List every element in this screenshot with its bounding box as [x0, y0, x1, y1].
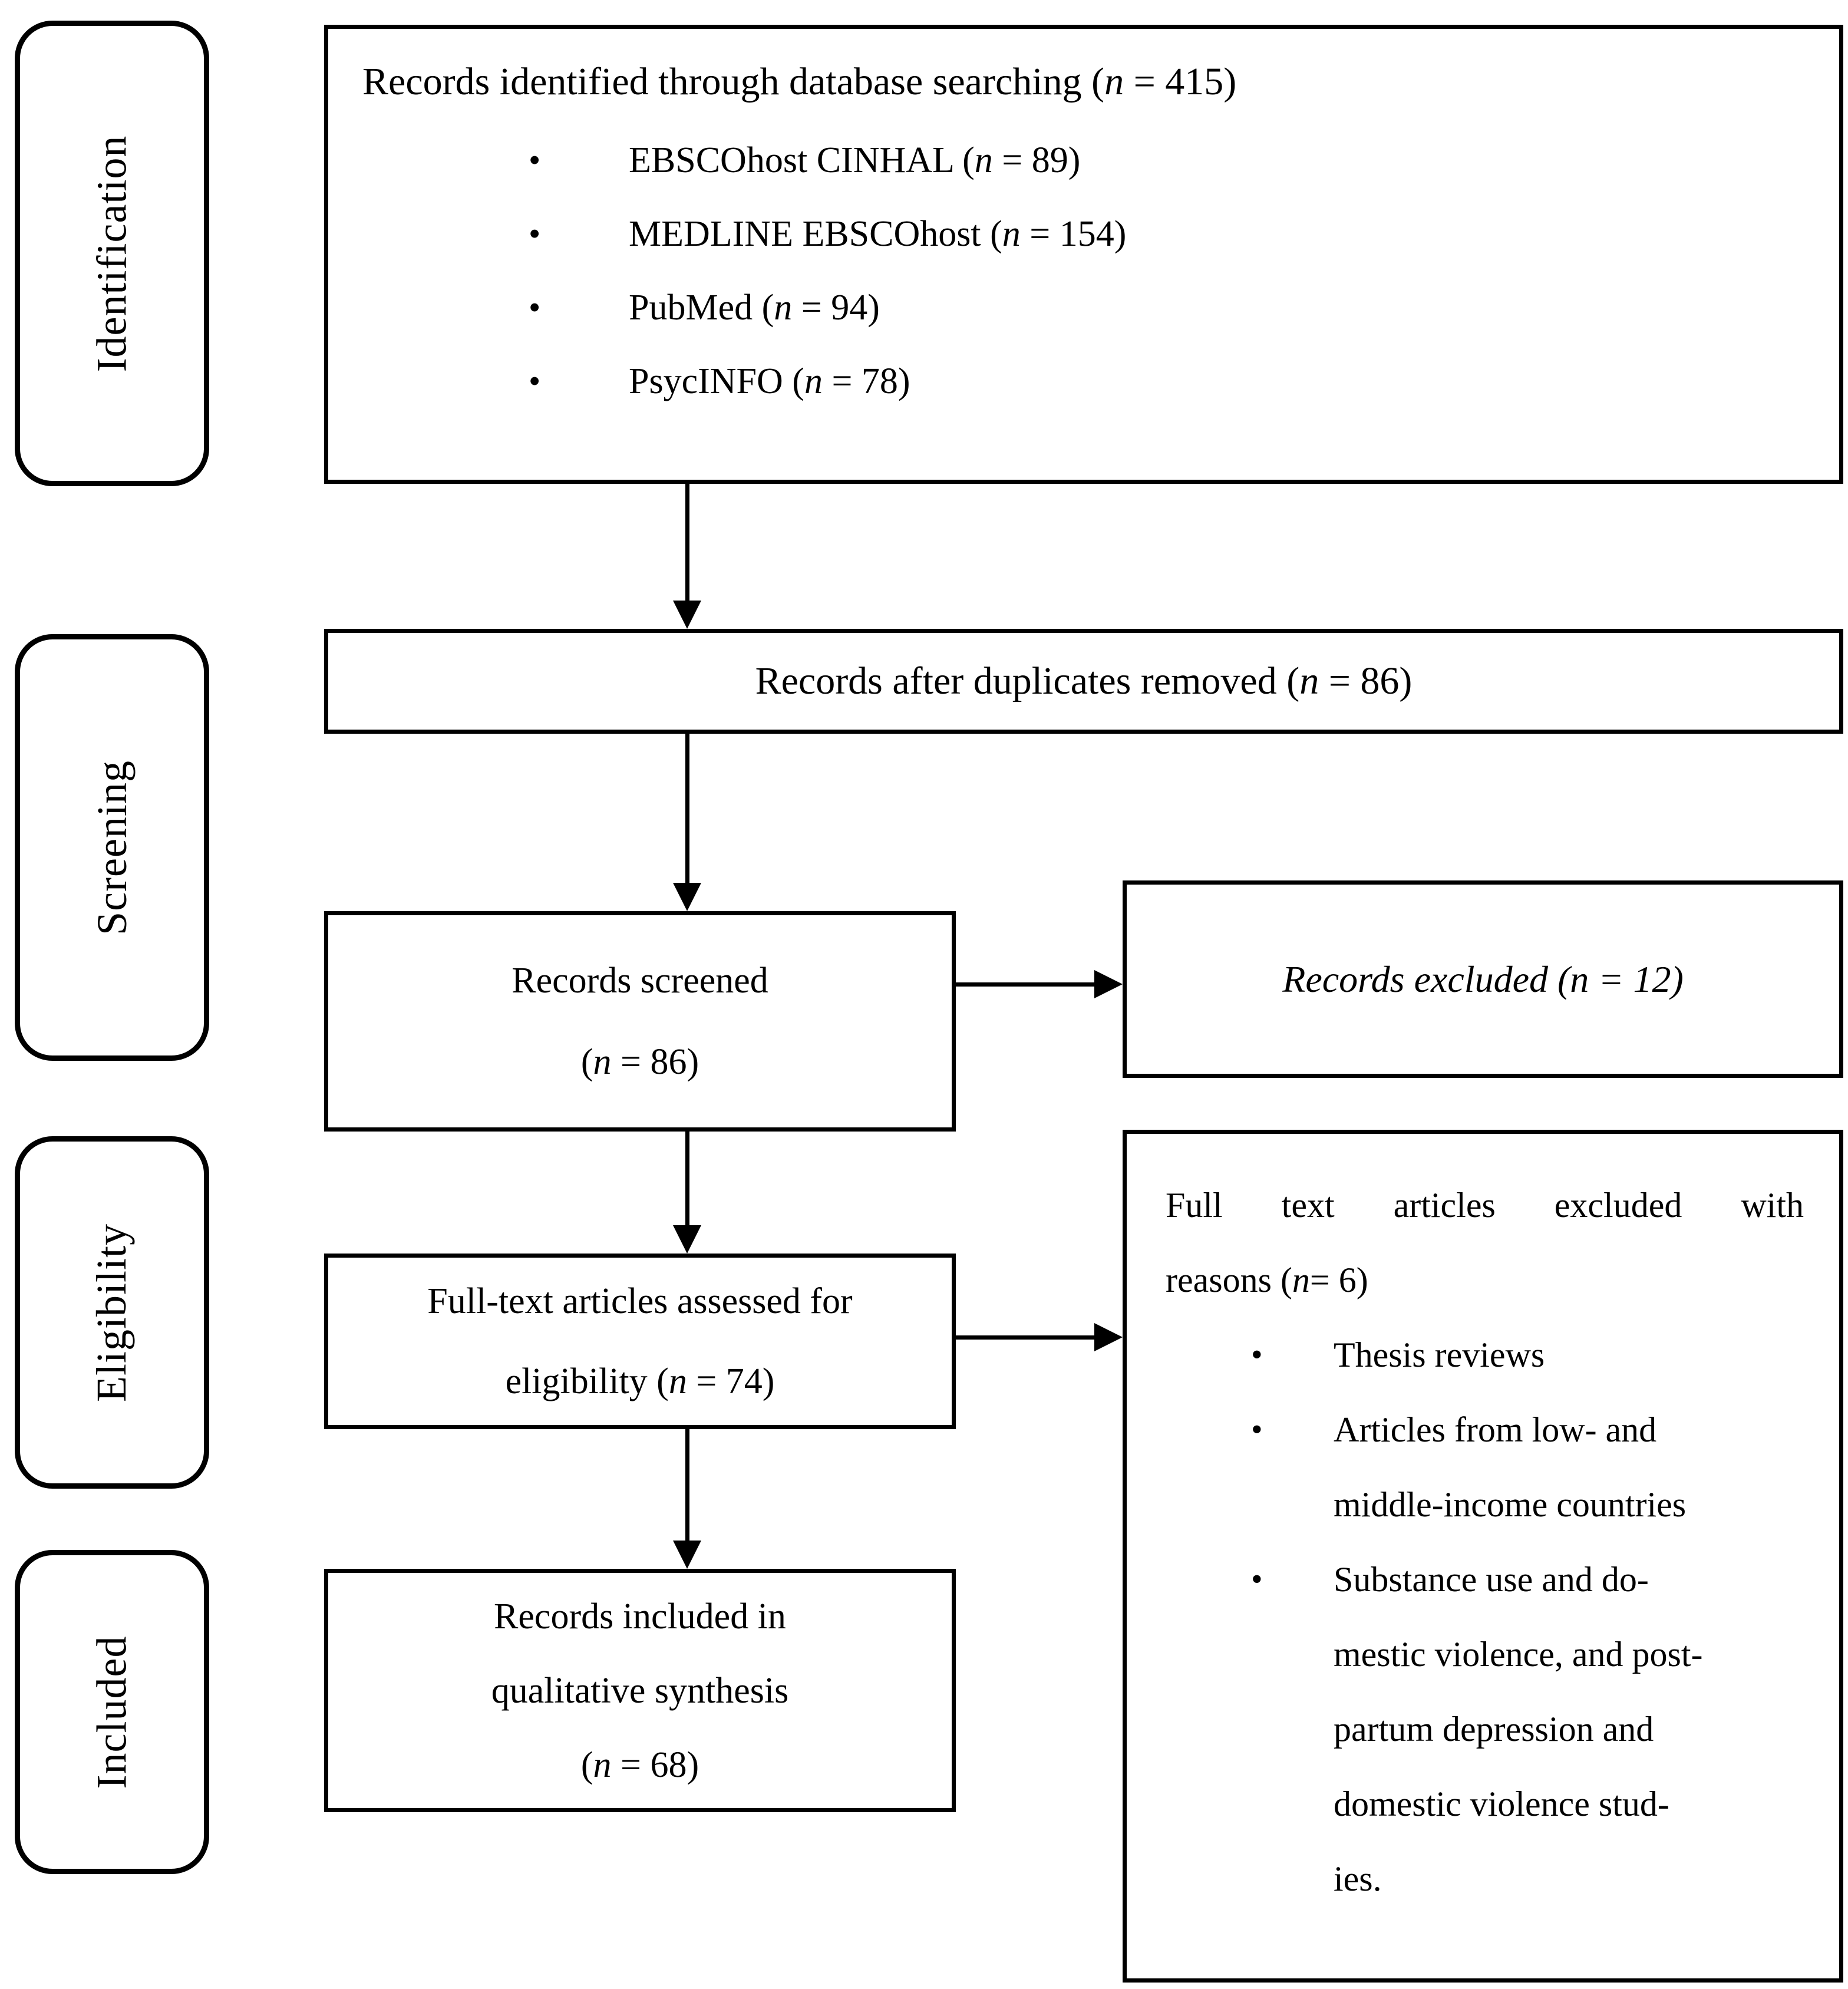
exclusion-reason-text [1334, 1542, 1804, 1917]
bullet-icon: • [1251, 1411, 1263, 1448]
exclusion-reason-item [1251, 1542, 1804, 1917]
duplicates-removed-text [755, 658, 1413, 704]
arrowhead-down-icon [673, 1541, 701, 1569]
records-included-line3 [581, 1742, 699, 1788]
database-item-text [629, 211, 1126, 257]
text-part: Records excluded ( [1282, 958, 1570, 1000]
fulltext-excluded-header-line1: Full text articles excluded with [1166, 1186, 1804, 1225]
text-part: = 89) [992, 140, 1081, 180]
bullet-icon: • [529, 361, 541, 400]
arrowhead-down-icon [673, 601, 701, 629]
text-part-n: n [1570, 958, 1589, 1000]
database-list-item [529, 344, 1839, 418]
arrow-screened-to-excluded [956, 970, 1123, 998]
reason-line: Thesis reviews [1334, 1335, 1545, 1374]
database-list-item [529, 197, 1839, 271]
arrow-shaft [685, 1429, 689, 1541]
box-records-screened [324, 911, 956, 1132]
box-records-excluded [1123, 880, 1843, 1078]
text-part-n: n [593, 1042, 612, 1082]
reason-line: middle-income countries [1334, 1485, 1687, 1524]
arrow-shaft [685, 484, 689, 601]
reason-line: partum depression and [1334, 1710, 1654, 1749]
text-part-n: n [1299, 659, 1319, 702]
exclusion-reason-item [1251, 1393, 1804, 1542]
arrow-shaft [956, 982, 1094, 987]
database-list-item [529, 123, 1839, 197]
stage-label-included [15, 1550, 209, 1874]
text-part: = 94) [792, 287, 880, 328]
bullet-icon: • [1251, 1561, 1263, 1598]
text-part: = 86) [1319, 659, 1413, 702]
stage-label-eligibility [15, 1136, 209, 1489]
stage-label-text: Eligibility [88, 1223, 136, 1402]
text-part: = 6) [1309, 1261, 1368, 1299]
stage-label-text: Included [88, 1635, 136, 1789]
box-duplicates-removed [324, 629, 1843, 734]
records-included-line1: Records included in [494, 1596, 786, 1637]
text-part: = 78) [822, 361, 910, 401]
arrow-duplicates-to-screened [673, 734, 701, 911]
records-included-line2: qualitative synthesis [491, 1670, 789, 1711]
arrow-shaft [956, 1335, 1094, 1340]
records-screened-line2 [581, 1039, 699, 1085]
text-part-n: n [974, 140, 993, 180]
reason-line: Substance use and do- [1334, 1560, 1649, 1599]
text-part: = 68) [611, 1744, 699, 1785]
arrow-fulltext-to-included [673, 1429, 701, 1569]
arrow-fulltext-to-exclusions [956, 1323, 1123, 1351]
database-list [529, 123, 1839, 418]
records-identified-title [328, 29, 1839, 105]
text-part: PubMed ( [629, 287, 774, 328]
text-part: ( [580, 1042, 593, 1082]
fulltext-excluded-header-line2 [1166, 1243, 1804, 1318]
box-fulltext-excluded [1123, 1130, 1843, 1983]
text-part: eligibility ( [505, 1361, 669, 1401]
stage-label-identification [15, 21, 209, 486]
exclusion-reason-text [1334, 1318, 1804, 1393]
text-part-n: n [804, 361, 823, 401]
text-part: Records after duplicates removed ( [755, 659, 1300, 702]
text-part-n: n [668, 1361, 687, 1401]
stage-label-text: Identification [88, 135, 136, 372]
fulltext-assessed-line1: Full-text articles assessed for [427, 1281, 853, 1321]
text-part-n: n [774, 287, 793, 328]
database-list-item [529, 271, 1839, 344]
text-part-n: n [1292, 1261, 1310, 1299]
text-part: = 154) [1020, 213, 1127, 254]
arrowhead-down-icon [673, 1225, 701, 1254]
arrow-screened-to-fulltext [673, 1132, 701, 1254]
records-screened-line1: Records screened [512, 961, 768, 1001]
stage-label-screening [15, 634, 209, 1061]
records-excluded-text [1282, 956, 1684, 1002]
arrow-identified-to-duplicates [673, 484, 701, 629]
exclusion-reason-item [1251, 1318, 1804, 1393]
database-item-text [629, 358, 910, 404]
text-part-n: n [593, 1744, 612, 1785]
box-records-identified [324, 25, 1843, 484]
database-item-text [629, 137, 1080, 183]
text-part-n: n [1104, 60, 1124, 103]
reason-line: domestic violence stud- [1334, 1785, 1669, 1823]
text-part: Records identified through database searching ( [362, 60, 1105, 103]
reason-line: ies. [1334, 1859, 1382, 1898]
arrow-shaft [685, 734, 689, 883]
text-part-n: n [1002, 213, 1021, 254]
arrow-shaft [685, 1132, 689, 1225]
arrowhead-right-icon [1094, 1323, 1123, 1351]
text-part: reasons ( [1166, 1261, 1292, 1299]
arrowhead-down-icon [673, 883, 701, 911]
text-part: = 86) [611, 1042, 699, 1082]
bullet-icon: • [1251, 1337, 1263, 1373]
box-fulltext-assessed [324, 1254, 956, 1429]
text-part: = 415) [1124, 60, 1237, 103]
reason-line: Articles from low- and [1334, 1410, 1657, 1449]
arrowhead-right-icon [1094, 970, 1123, 998]
text-part: PsycINFO ( [629, 361, 804, 401]
text-part: = 12) [1589, 958, 1684, 1000]
bullet-icon: • [529, 214, 541, 253]
text-part: MEDLINE EBSCOhost ( [629, 213, 1002, 254]
fulltext-assessed-line2 [506, 1358, 775, 1404]
stage-label-text: Screening [88, 760, 136, 935]
bullet-icon: • [529, 288, 541, 326]
bullet-icon: • [529, 140, 541, 179]
text-part: = 74) [687, 1361, 775, 1401]
database-item-text [629, 285, 880, 331]
box-records-included [324, 1569, 956, 1812]
reason-line: mestic violence, and post- [1334, 1635, 1703, 1674]
text-part: ( [580, 1744, 593, 1785]
text-part: EBSCOhost CINHAL ( [629, 140, 975, 180]
exclusion-reason-text [1334, 1393, 1804, 1542]
